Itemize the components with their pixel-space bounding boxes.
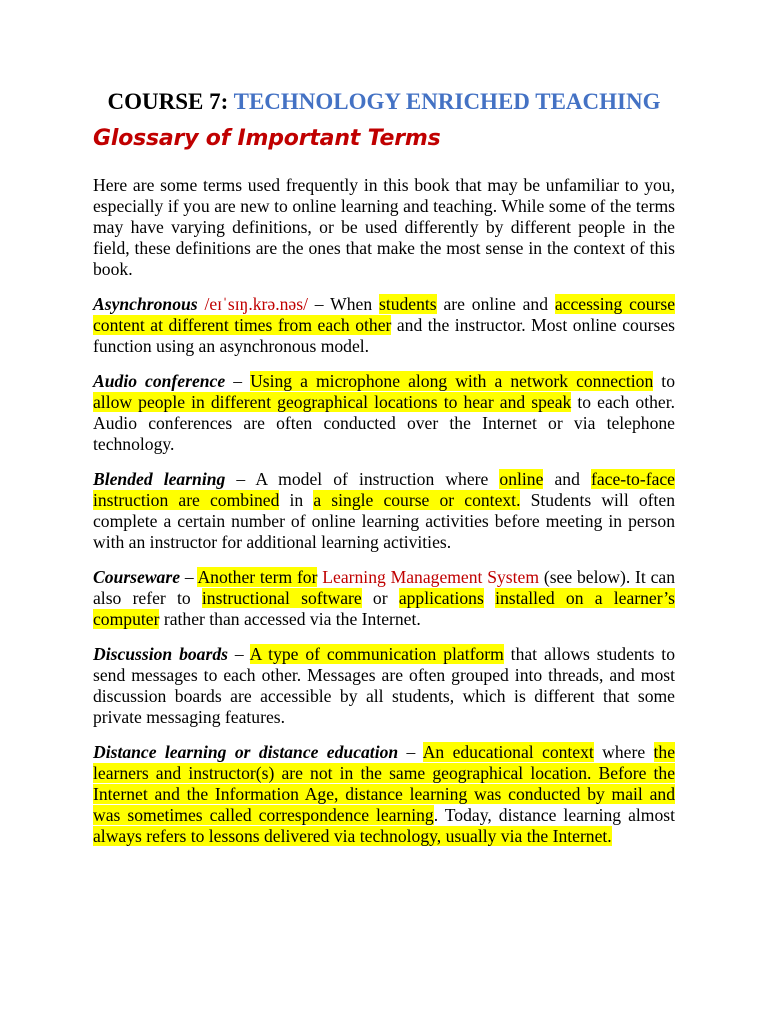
definition-text: where [593, 742, 654, 762]
intro-paragraph: Here are some terms used frequently in this book that may be unfamiliar to you, especially if you are new to online learning and teaching. While some of the terms may have varying definitions, or be used differently by different people in the field, these definitions are the ones that make the most sense in the context of this book. [93, 175, 675, 279]
highlighted-text: Using a microphone along with a network connection [250, 371, 654, 391]
glossary-entry [93, 469, 675, 553]
highlighted-text: a single course or context. [313, 490, 521, 510]
definition-text: – A model of instruction where [225, 469, 500, 489]
definition-text: . Today, distance learning almost [433, 805, 675, 825]
glossary-entry [93, 742, 675, 847]
definition-text: to each other. Audio conferences are often conducted over the Internet or via telephone technology. [93, 392, 675, 454]
definition-text: – [180, 567, 198, 587]
highlighted-text: An educational context [422, 742, 594, 762]
definition-text: – [398, 742, 423, 762]
definition-text: to [653, 371, 675, 391]
red-text: /eɪˈsɪŋ.krə.nəs/ [204, 294, 308, 314]
definition-text: and [543, 469, 592, 489]
glossary-entry [93, 567, 675, 630]
glossary-term: Courseware [93, 567, 181, 587]
highlighted-text: online [499, 469, 544, 489]
definition-text: (see below). It can also refer to [93, 567, 675, 608]
highlighted-text: instructional software [201, 588, 362, 608]
document-page [93, 88, 675, 847]
glossary-entry [93, 371, 675, 455]
definition-text [484, 588, 495, 608]
highlighted-text: face-to-face instruction are combined [93, 469, 675, 510]
glossary-term: Blended learning [93, 469, 226, 489]
highlighted-text: accessing course content at different times from each other [93, 294, 676, 335]
highlighted-text: A type of communication platform [249, 644, 504, 664]
definition-text: – [225, 371, 251, 391]
definition-text: or [361, 588, 399, 608]
definition-text: Students will often complete a certain number of online learning activities before meeting in person with an instructor for additional learning activities. [93, 490, 675, 552]
definition-text: rather than accessed via the Internet. [159, 609, 421, 629]
definition-text: are online and [436, 294, 555, 314]
glossary-entry [93, 294, 675, 357]
definition-text: – When [307, 294, 379, 314]
highlighted-text: always refers to lessons delivered via technology, usually via the Internet. [93, 826, 612, 846]
definition-text: that allows students to send messages to each other. Messages are often grouped into threads, and most discussion boards are accessible by all students, which is different that some private messaging features. [93, 644, 675, 727]
highlighted-text: students [378, 294, 437, 314]
definition-text: – [227, 644, 250, 664]
red-text: Learning Management System [322, 567, 540, 587]
definition-text: and the instructor. Most online courses function using an asynchronous model. [93, 315, 675, 356]
glossary-entries [93, 294, 675, 847]
glossary-term: Audio conference [93, 371, 226, 391]
course-prefix: COURSE 7: [107, 89, 229, 114]
glossary-title: Glossary of Important Terms [93, 126, 441, 151]
glossary-entry [93, 644, 675, 728]
definition-text: in [279, 490, 314, 510]
highlighted-text: applications [398, 588, 484, 608]
highlighted-text: allow people in different geographical locations to hear and speak [93, 392, 572, 412]
course-name: TECHNOLOGY ENRICHED TEACHING [233, 89, 661, 114]
glossary-term: Discussion boards [93, 644, 228, 664]
highlighted-text: Another term for [197, 567, 318, 587]
highlighted-text: the learners and instructor(s) are not in the same geographical location. Before the Internet and the Information Age, distance learning was conducted by mail and was sometimes called correspondence learning [93, 742, 676, 825]
highlighted-text: installed on a learner’s computer [93, 588, 675, 629]
course-title [93, 88, 675, 116]
glossary-term: Asynchronous [93, 294, 198, 314]
glossary-term: Distance learning or distance education [93, 742, 399, 762]
